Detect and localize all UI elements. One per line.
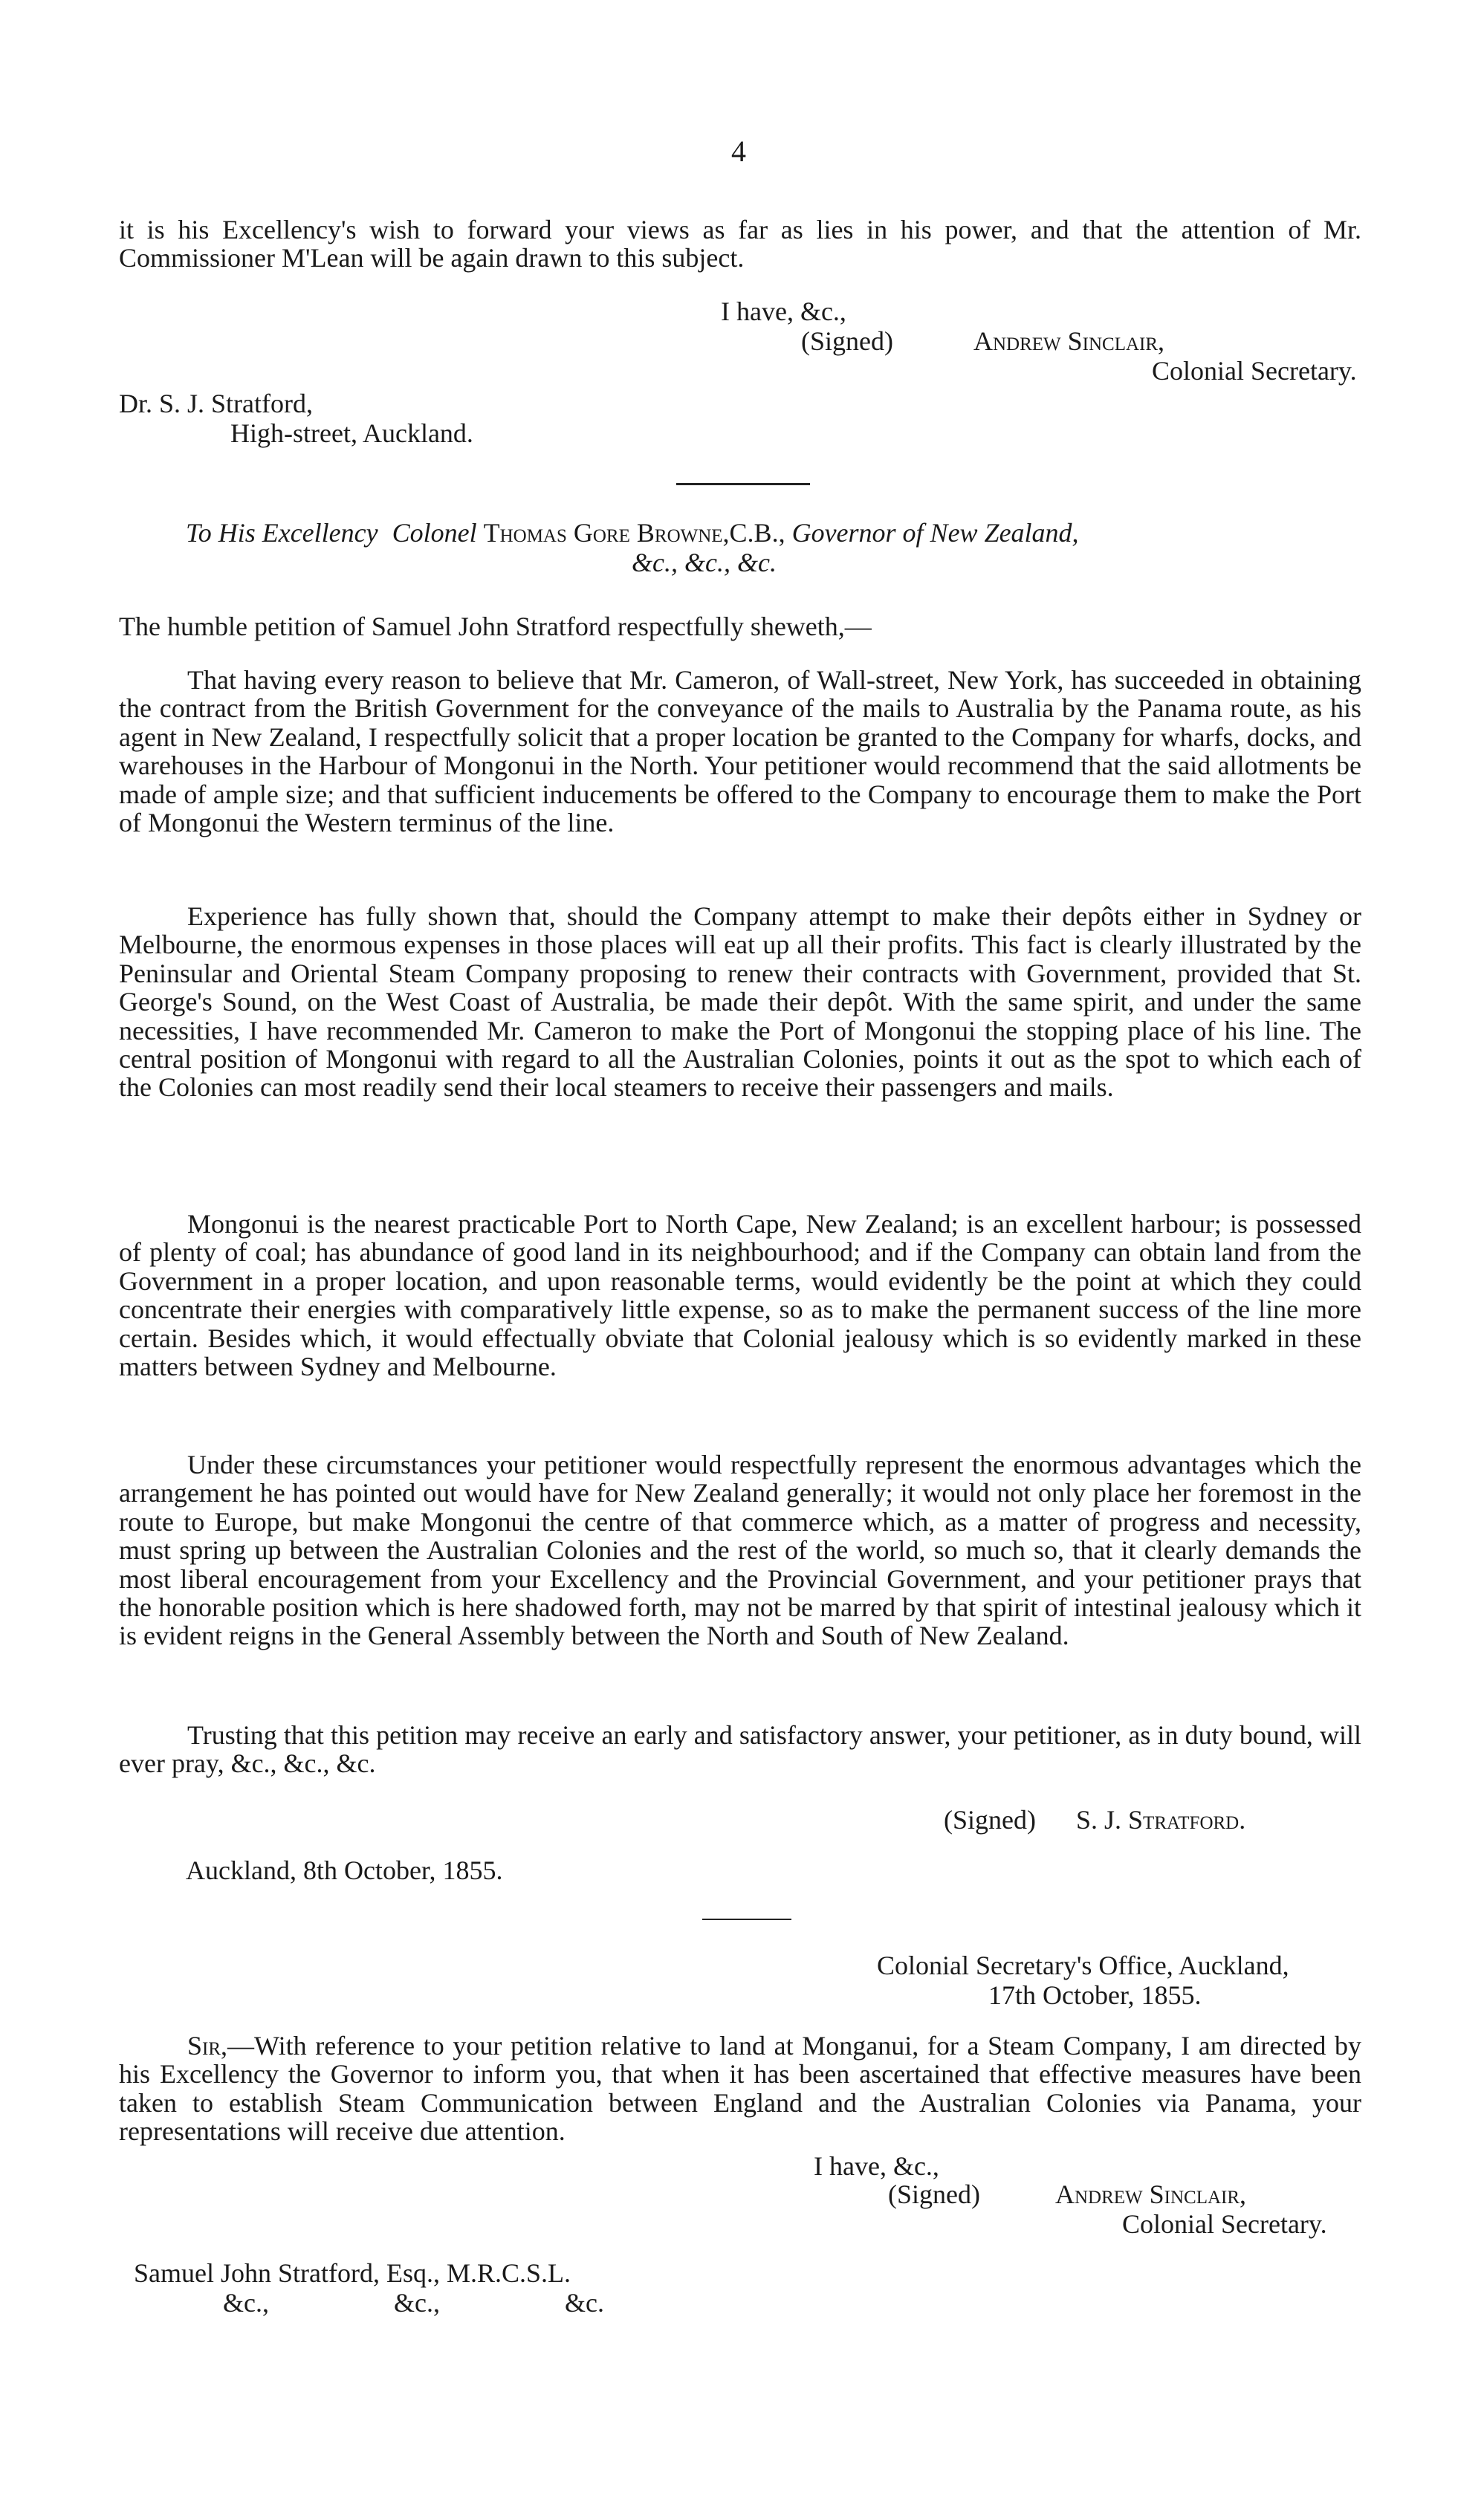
letter2-salutation: Sir, [187, 2031, 228, 2061]
letter1-title: Colonial Secretary. [1152, 356, 1357, 386]
divider-2 [702, 1919, 791, 1920]
letter2-addressee-etc-1: &c., [223, 2288, 269, 2318]
letter1-continuation-text: it is his Excellency's wish to forward your views as far as lies in his power, and that the attention of Mr. Commissioner M'Lean will be again drawn to this subject. [119, 215, 1361, 273]
letter2-addressee-etc-2: &c., [394, 2288, 440, 2318]
petition-paragraph-1 [119, 666, 1361, 837]
letter2-addressee-etc-3: &c. [565, 2288, 604, 2318]
petition-signed-label: (Signed) [944, 1805, 1036, 1835]
letter1-closing: I have, &c., [721, 296, 846, 326]
petition-heading-rank: Colonel [392, 518, 477, 548]
petition-paragraph-2 [119, 902, 1361, 1102]
letter1-signatory: Andrew Sinclair, [973, 326, 1165, 356]
letter2-date: 17th October, 1855. [988, 1980, 1202, 2010]
page-number: 4 [731, 134, 746, 168]
petition-heading-to: To His Excellency [186, 518, 378, 548]
letter2-closing: I have, &c., [814, 2151, 939, 2181]
petition-paragraph-4-text: Under these circumstances your petitioner would respectfully represent the enormous advantages which the arrangement he has pointed out would have for New Zealand generally; it would not only place her foremost in the route to Europe, but make Mongonui the centre of that commerce which, as a matter of progress and necessity, must spring up between the Australian Colonies and the rest of the world, so much so, that it clearly demands the most liberal encouragement from your Excellency and the Provincial Government, and your petitioner prays that the honorable position which is here shadowed forth, may not be marred by that spirit of intestinal jealousy which it is evident reigns in the General Assembly between the North and South of New Zealand. [119, 1450, 1361, 1651]
letter1-addressee-address: High-street, Auckland. [230, 418, 473, 448]
petition-paragraph-3-text: Mongonui is the nearest practicable Port to North Cape, New Zealand; is an excellent harbour; is possessed of plenty of coal; has abundance of good land in its neighbourhood; and if the Company can obtain land from the Government in a proper location, and upon reasonable terms, would evidently be the point at which they could concentrate their energies with comparatively little expense, so as to make the permanent success of the line more certain. Besides which, it would effectually obviate that Colonial jealousy which is so evidently marked in these matters between Sydney and Melbourne. [119, 1209, 1361, 1382]
letter2-addressee-name: Samuel John Stratford, Esq., M.R.C.S.L. [134, 2258, 571, 2288]
petition-paragraph-1-text: That having every reason to believe that Mr. Cameron, of Wall-street, New York, has succeeded in obtaining the contract from the British Government for the conveyance of the mails to Australia by the Panama route, as his agent in New Zealand, I respectfully solicit that a proper location be granted to the Company for wharfs, docks, and warehouses in the Harbour of Mongonui in the North. Your petitioner would recommend that the said allotments be made of ample size; and that sufficient inducements be offered to the Company to encourage them to make the Port of Mongonui the Western terminus of the line. [119, 665, 1361, 838]
petition-heading-etc: &c., &c., &c. [632, 548, 777, 577]
letter2-body [119, 2032, 1361, 2146]
petition-signatory: S. J. Stratford. [1076, 1805, 1246, 1835]
petition-paragraph-5 [119, 1721, 1361, 1778]
petition-paragraph-4 [119, 1450, 1361, 1650]
petition-paragraph-5-text: Trusting that this petition may receive an early and satisfactory answer, your petitioner, as in duty bound, will ever pray, &c., &c., &c. [119, 1720, 1361, 1779]
petition-paragraph-3 [119, 1210, 1361, 1381]
letter2-body-content: —With reference to your petition relative to land at Monganui, for a Steam Company, I am directed by his Excellency the Governor to inform you, that when it has been ascertained that effective measures have been taken to establish Steam Communication between England and the Australian Colonies via Panama, your representations will receive due attention. [119, 2031, 1361, 2147]
letter1-addressee-name: Dr. S. J. Stratford, [119, 389, 313, 418]
letter2-body-text [119, 2032, 1361, 2146]
letter2-signed-label: (Signed) [888, 2179, 980, 2209]
letter1-signed-label: (Signed) [801, 326, 893, 356]
letter2-signatory: Andrew Sinclair, [1055, 2179, 1247, 2209]
petition-heading-name: Thomas Gore Browne,C.B., [483, 518, 785, 548]
letter1-continuation [119, 215, 1361, 273]
letter2-title: Colonial Secretary. [1122, 2209, 1327, 2239]
petition-heading-office: Governor of New Zealand, [791, 518, 1079, 548]
divider-1 [676, 483, 810, 485]
letter2-office: Colonial Secretary's Office, Auckland, [877, 1951, 1289, 1980]
petition-place-date: Auckland, 8th October, 1855. [186, 1855, 503, 1885]
petition-heading [186, 517, 1079, 548]
petition-paragraph-2-text: Experience has fully shown that, should the Company attempt to make their depôts either in Sydney or Melbourne, the enormous expenses in those places will eat up all their profits. This fact is clearly illustrated by the Peninsular and Oriental Steam Company proposing to renew their contracts with Government, provided that St. George's Sound, on the West Coast of Australia, be made their depôt. With the same spirit, and under the same necessities, I have recommended Mr. Cameron to make the Port of Mongonui the stopping place of his line. The central position of Mongonui with regard to all the Australian Colonies, points it out as the spot to which each of the Colonies can most readily send their local steamers to receive their passengers and mails. [119, 901, 1361, 1103]
petition-intro: The humble petition of Samuel John Stratford respectfully sheweth,— [119, 612, 872, 641]
